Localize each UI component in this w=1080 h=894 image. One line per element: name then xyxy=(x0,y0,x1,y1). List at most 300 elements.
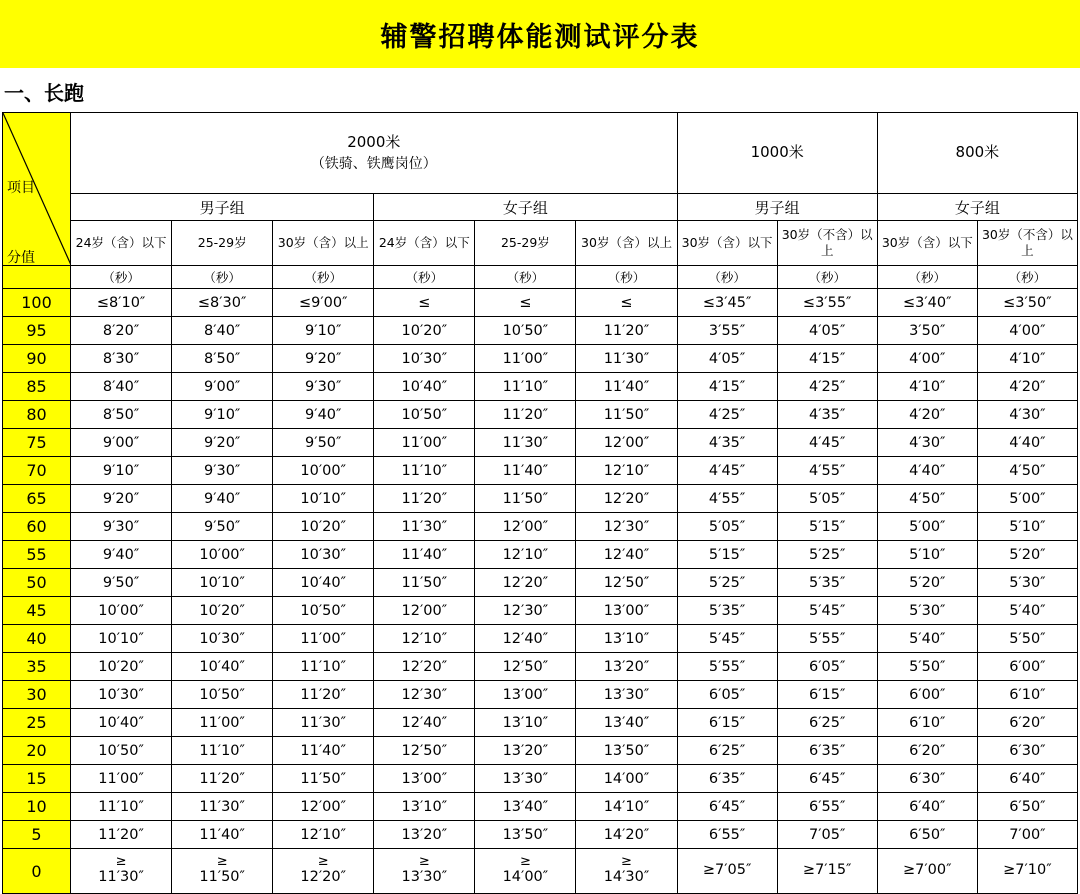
value-cell: 5′45″ xyxy=(777,597,877,625)
value-cell: 5′35″ xyxy=(777,569,877,597)
value-cell: 11′20″ xyxy=(71,821,172,849)
value-text: 12′20″ xyxy=(300,869,347,886)
table-row xyxy=(3,541,1078,569)
value-cell: 11′20″ xyxy=(475,401,576,429)
score-cell: 55 xyxy=(3,541,71,569)
header-distance-800: 800米 xyxy=(877,113,1077,194)
score-cell: 80 xyxy=(3,401,71,429)
value-cell: 6′05″ xyxy=(777,653,877,681)
value-cell: 11′30″ xyxy=(172,793,273,821)
value-cell: 5′55″ xyxy=(677,653,777,681)
distance-sub-2000: （铁骑、铁鹰岗位） xyxy=(310,155,437,172)
value-cell: 5′20″ xyxy=(977,541,1077,569)
value-cell: 8′30″ xyxy=(71,345,172,373)
value-cell: 6′45″ xyxy=(677,793,777,821)
value-cell: 5′30″ xyxy=(877,597,977,625)
value-cell: 11′20″ xyxy=(576,317,677,345)
value-cell: 6′10″ xyxy=(977,681,1077,709)
value-cell: 5′05″ xyxy=(777,485,877,513)
value-cell: 9′30″ xyxy=(273,373,374,401)
table-row-last xyxy=(3,849,1078,894)
table-row xyxy=(3,345,1078,373)
value-cell: 5′15″ xyxy=(777,513,877,541)
value-cell: 4′05″ xyxy=(777,317,877,345)
header-unit-4: （秒） xyxy=(475,266,576,289)
table-row xyxy=(3,289,1078,317)
value-cell: 10′50″ xyxy=(475,317,576,345)
score-cell: 5 xyxy=(3,821,71,849)
table-row xyxy=(3,513,1078,541)
value-cell: 11′40″ xyxy=(273,737,374,765)
value-text: 11′50″ xyxy=(199,869,245,886)
value-cell: ≤3′55″ xyxy=(777,289,877,317)
value-cell: 11′50″ xyxy=(374,569,475,597)
value-text: 14′30″ xyxy=(603,869,650,886)
ge-symbol: ≥ xyxy=(317,854,329,870)
header-age-4: 25-29岁 xyxy=(475,221,576,266)
value-cell: 12′30″ xyxy=(576,513,677,541)
table-row xyxy=(3,485,1078,513)
value-cell: 10′30″ xyxy=(374,345,475,373)
value-cell: 11′10″ xyxy=(475,373,576,401)
value-cell: 12′00″ xyxy=(475,513,576,541)
value-cell: 7′00″ xyxy=(977,821,1077,849)
score-cell: 65 xyxy=(3,485,71,513)
value-cell: 5′25″ xyxy=(777,541,877,569)
value-cell: 11′30″ xyxy=(374,513,475,541)
value-cell: 14′00″ xyxy=(576,765,677,793)
table-row xyxy=(3,793,1078,821)
value-cell: 9′10″ xyxy=(71,457,172,485)
value-cell: ≥7′15″ xyxy=(777,849,877,894)
value-cell: 6′35″ xyxy=(677,765,777,793)
value-cell: 4′25″ xyxy=(777,373,877,401)
value-cell: 12′20″ xyxy=(374,653,475,681)
value-cell: 11′00″ xyxy=(475,345,576,373)
value-cell: 6′45″ xyxy=(777,765,877,793)
value-cell-stacked xyxy=(576,849,677,894)
value-cell: 10′20″ xyxy=(273,513,374,541)
value-cell: 11′50″ xyxy=(273,765,374,793)
value-cell: 13′30″ xyxy=(576,681,677,709)
table-corner-header xyxy=(3,113,71,266)
value-cell: ≥7′00″ xyxy=(877,849,977,894)
value-cell: 5′10″ xyxy=(977,513,1077,541)
value-cell: ≤3′40″ xyxy=(877,289,977,317)
ge-symbol: ≥ xyxy=(216,854,228,870)
score-cell: 40 xyxy=(3,625,71,653)
value-cell: 6′50″ xyxy=(977,793,1077,821)
value-cell: 10′10″ xyxy=(273,485,374,513)
value-cell: 12′00″ xyxy=(374,597,475,625)
corner-spacer xyxy=(3,266,71,289)
header-unit-8: （秒） xyxy=(877,266,977,289)
value-cell: 4′00″ xyxy=(877,345,977,373)
value-cell: 13′10″ xyxy=(374,793,475,821)
value-cell: 12′00″ xyxy=(576,429,677,457)
value-cell: 4′15″ xyxy=(677,373,777,401)
value-cell: 6′05″ xyxy=(677,681,777,709)
value-cell: 12′40″ xyxy=(475,625,576,653)
value-cell: ≤ xyxy=(374,289,475,317)
value-cell: 10′50″ xyxy=(172,681,273,709)
value-cell: 10′20″ xyxy=(374,317,475,345)
value-cell: 4′05″ xyxy=(677,345,777,373)
value-cell: 10′40″ xyxy=(71,709,172,737)
value-cell: 5′40″ xyxy=(877,625,977,653)
header-unit-2: （秒） xyxy=(273,266,374,289)
value-cell: 13′50″ xyxy=(475,821,576,849)
value-cell: 4′30″ xyxy=(977,401,1077,429)
value-cell: 5′50″ xyxy=(877,653,977,681)
ge-symbol: ≥ xyxy=(418,854,430,870)
value-cell: 11′30″ xyxy=(576,345,677,373)
value-cell: 11′00″ xyxy=(172,709,273,737)
value-cell: 10′00″ xyxy=(172,541,273,569)
value-cell: 12′20″ xyxy=(475,569,576,597)
value-cell: 10′00″ xyxy=(273,457,374,485)
ge-symbol: ≥ xyxy=(115,854,127,870)
value-cell: ≤8′10″ xyxy=(71,289,172,317)
value-cell: 3′55″ xyxy=(677,317,777,345)
page-title: 辅警招聘体能测试评分表 xyxy=(380,21,700,53)
score-cell: 45 xyxy=(3,597,71,625)
value-cell: 8′20″ xyxy=(71,317,172,345)
value-cell: 4′55″ xyxy=(677,485,777,513)
value-cell: 5′00″ xyxy=(977,485,1077,513)
value-cell: 11′20″ xyxy=(172,765,273,793)
value-cell: 6′25″ xyxy=(677,737,777,765)
value-cell: 13′10″ xyxy=(475,709,576,737)
value-cell-stacked xyxy=(273,849,374,894)
header-gender-male-2000: 男子组 xyxy=(71,194,374,221)
value-cell: 12′40″ xyxy=(576,541,677,569)
value-cell: 13′30″ xyxy=(475,765,576,793)
value-cell: 9′40″ xyxy=(172,485,273,513)
value-cell: 6′00″ xyxy=(977,653,1077,681)
value-cell: 6′40″ xyxy=(977,765,1077,793)
value-cell: 9′20″ xyxy=(172,429,273,457)
value-cell: 12′30″ xyxy=(475,597,576,625)
value-cell: 7′05″ xyxy=(777,821,877,849)
value-cell: 4′15″ xyxy=(777,345,877,373)
value-cell: 11′20″ xyxy=(374,485,475,513)
corner-label-score: 分值 xyxy=(7,250,35,266)
value-cell: ≤3′50″ xyxy=(977,289,1077,317)
value-cell: 11′40″ xyxy=(576,373,677,401)
value-cell: 6′15″ xyxy=(777,681,877,709)
value-cell: 6′25″ xyxy=(777,709,877,737)
value-cell: 5′55″ xyxy=(777,625,877,653)
value-cell: 10′40″ xyxy=(172,653,273,681)
header-gender-male-1000: 男子组 xyxy=(677,194,877,221)
header-age-2: 30岁（含）以上 xyxy=(273,221,374,266)
value-cell: ≤9′00″ xyxy=(273,289,374,317)
header-gender-female-800: 女子组 xyxy=(877,194,1077,221)
header-unit-9: （秒） xyxy=(977,266,1077,289)
value-cell: 13′20″ xyxy=(475,737,576,765)
header-unit-6: （秒） xyxy=(677,266,777,289)
value-cell: 9′00″ xyxy=(172,373,273,401)
value-cell: 10′10″ xyxy=(172,569,273,597)
value-cell: 9′50″ xyxy=(273,429,374,457)
value-cell: 11′00″ xyxy=(374,429,475,457)
value-cell: 9′30″ xyxy=(71,513,172,541)
value-cell: 5′15″ xyxy=(677,541,777,569)
value-cell: 10′30″ xyxy=(273,541,374,569)
value-cell: 10′50″ xyxy=(273,597,374,625)
header-age-5: 30岁（含）以上 xyxy=(576,221,677,266)
header-age-8: 30岁（含）以下 xyxy=(877,221,977,266)
value-cell: 10′20″ xyxy=(71,653,172,681)
value-cell: ≥7′10″ xyxy=(977,849,1077,894)
value-cell: 8′50″ xyxy=(172,345,273,373)
value-cell: 6′40″ xyxy=(877,793,977,821)
value-cell: 13′40″ xyxy=(576,709,677,737)
value-cell: 6′55″ xyxy=(677,821,777,849)
value-cell: 9′50″ xyxy=(172,513,273,541)
value-cell-stacked xyxy=(71,849,172,894)
value-cell: 10′10″ xyxy=(71,625,172,653)
value-cell: 12′10″ xyxy=(374,625,475,653)
value-cell: 4′25″ xyxy=(677,401,777,429)
ge-symbol: ≥ xyxy=(519,854,531,870)
value-cell: 8′40″ xyxy=(71,373,172,401)
value-cell: 12′20″ xyxy=(576,485,677,513)
header-age-9: 30岁（不含）以上 xyxy=(977,221,1077,266)
score-table xyxy=(2,112,1078,894)
value-cell: 11′30″ xyxy=(273,709,374,737)
value-cell: 4′50″ xyxy=(877,485,977,513)
value-cell: 12′10″ xyxy=(273,821,374,849)
value-cell: 5′45″ xyxy=(677,625,777,653)
value-cell: 6′20″ xyxy=(977,709,1077,737)
value-text: 11′30″ xyxy=(98,869,144,886)
score-cell: 10 xyxy=(3,793,71,821)
value-cell: 14′20″ xyxy=(576,821,677,849)
value-cell: 8′40″ xyxy=(172,317,273,345)
score-cell: 75 xyxy=(3,429,71,457)
score-cell: 50 xyxy=(3,569,71,597)
table-row xyxy=(3,821,1078,849)
value-cell: 11′50″ xyxy=(475,485,576,513)
value-cell: 6′55″ xyxy=(777,793,877,821)
header-age-0: 24岁（含）以下 xyxy=(71,221,172,266)
table-row xyxy=(3,737,1078,765)
value-cell: 9′10″ xyxy=(172,401,273,429)
table-row xyxy=(3,373,1078,401)
value-cell: 6′50″ xyxy=(877,821,977,849)
table-row xyxy=(3,681,1078,709)
section-label: 一、长跑 xyxy=(4,81,84,105)
value-cell: 12′00″ xyxy=(273,793,374,821)
value-text: 14′00″ xyxy=(502,869,549,886)
value-cell: 13′50″ xyxy=(576,737,677,765)
value-cell: 4′55″ xyxy=(777,457,877,485)
value-cell: 12′50″ xyxy=(475,653,576,681)
distance-name-2000: 2000米 xyxy=(347,132,401,151)
value-cell: 11′20″ xyxy=(273,681,374,709)
score-cell: 95 xyxy=(3,317,71,345)
value-cell: 5′10″ xyxy=(877,541,977,569)
value-cell: 10′50″ xyxy=(374,401,475,429)
value-cell: ≥7′05″ xyxy=(677,849,777,894)
value-cell: ≤ xyxy=(576,289,677,317)
value-cell: 5′40″ xyxy=(977,597,1077,625)
value-cell: 9′50″ xyxy=(71,569,172,597)
value-cell: 5′35″ xyxy=(677,597,777,625)
value-cell: 14′10″ xyxy=(576,793,677,821)
value-cell: 10′50″ xyxy=(71,737,172,765)
value-cell: 5′25″ xyxy=(677,569,777,597)
score-cell: 35 xyxy=(3,653,71,681)
value-cell: 11′10″ xyxy=(273,653,374,681)
value-cell: 10′40″ xyxy=(273,569,374,597)
value-cell: 13′00″ xyxy=(576,597,677,625)
value-cell: 4′30″ xyxy=(877,429,977,457)
value-cell: 4′45″ xyxy=(677,457,777,485)
score-cell: 90 xyxy=(3,345,71,373)
header-unit-3: （秒） xyxy=(374,266,475,289)
value-cell: 12′50″ xyxy=(576,569,677,597)
score-cell: 15 xyxy=(3,765,71,793)
value-cell: 5′30″ xyxy=(977,569,1077,597)
value-cell: 5′20″ xyxy=(877,569,977,597)
score-cell: 100 xyxy=(3,289,71,317)
value-cell: 13′20″ xyxy=(576,653,677,681)
score-cell: 85 xyxy=(3,373,71,401)
value-cell: 11′10″ xyxy=(172,737,273,765)
table-row xyxy=(3,429,1078,457)
value-cell: 4′35″ xyxy=(777,401,877,429)
value-cell: 10′40″ xyxy=(374,373,475,401)
value-cell: 10′00″ xyxy=(71,597,172,625)
table-row xyxy=(3,457,1078,485)
header-age-1: 25-29岁 xyxy=(172,221,273,266)
ge-symbol: ≥ xyxy=(621,854,632,870)
value-cell: 13′10″ xyxy=(576,625,677,653)
value-cell: ≤8′30″ xyxy=(172,289,273,317)
value-cell: 11′10″ xyxy=(71,793,172,821)
value-cell: 11′40″ xyxy=(172,821,273,849)
value-cell: ≤3′45″ xyxy=(677,289,777,317)
value-cell: 6′10″ xyxy=(877,709,977,737)
header-age-3: 24岁（含）以下 xyxy=(374,221,475,266)
value-cell: 10′20″ xyxy=(172,597,273,625)
value-cell: 11′00″ xyxy=(71,765,172,793)
value-cell: 10′30″ xyxy=(71,681,172,709)
table-row xyxy=(3,653,1078,681)
value-cell: 11′10″ xyxy=(374,457,475,485)
table-row xyxy=(3,597,1078,625)
value-cell: 4′10″ xyxy=(977,345,1077,373)
title-bar xyxy=(0,0,1080,68)
score-cell: 20 xyxy=(3,737,71,765)
value-cell: 13′00″ xyxy=(374,765,475,793)
value-cell-stacked xyxy=(172,849,273,894)
header-unit-7: （秒） xyxy=(777,266,877,289)
value-cell: 9′40″ xyxy=(273,401,374,429)
header-unit-1: （秒） xyxy=(172,266,273,289)
table-row xyxy=(3,625,1078,653)
value-cell: 9′20″ xyxy=(71,485,172,513)
header-age-6: 30岁（含）以下 xyxy=(677,221,777,266)
value-cell: 6′30″ xyxy=(877,765,977,793)
table-row xyxy=(3,765,1078,793)
value-cell: 13′00″ xyxy=(475,681,576,709)
value-cell: 11′50″ xyxy=(576,401,677,429)
value-cell: 10′30″ xyxy=(172,625,273,653)
score-cell: 60 xyxy=(3,513,71,541)
value-cell: 11′40″ xyxy=(475,457,576,485)
value-cell: 4′40″ xyxy=(977,429,1077,457)
value-cell: 11′40″ xyxy=(374,541,475,569)
value-cell: 13′20″ xyxy=(374,821,475,849)
value-cell: 8′50″ xyxy=(71,401,172,429)
value-cell: 9′00″ xyxy=(71,429,172,457)
header-unit-0: （秒） xyxy=(71,266,172,289)
value-cell: 4′00″ xyxy=(977,317,1077,345)
header-distance-2000 xyxy=(71,113,678,194)
value-cell: 9′10″ xyxy=(273,317,374,345)
header-distance-1000: 1000米 xyxy=(677,113,877,194)
score-cell: 0 xyxy=(3,849,71,894)
value-cell: 9′30″ xyxy=(172,457,273,485)
value-cell: 4′35″ xyxy=(677,429,777,457)
value-cell: 12′10″ xyxy=(475,541,576,569)
value-cell-stacked xyxy=(475,849,576,894)
value-text: 13′30″ xyxy=(401,869,448,886)
value-cell: 4′45″ xyxy=(777,429,877,457)
value-cell: 3′50″ xyxy=(877,317,977,345)
value-cell: 11′30″ xyxy=(475,429,576,457)
value-cell: 6′30″ xyxy=(977,737,1077,765)
value-cell-stacked xyxy=(374,849,475,894)
value-cell: 11′00″ xyxy=(273,625,374,653)
value-cell: 5′00″ xyxy=(877,513,977,541)
value-cell: 4′40″ xyxy=(877,457,977,485)
value-cell: 5′50″ xyxy=(977,625,1077,653)
value-cell: 4′10″ xyxy=(877,373,977,401)
value-cell: 6′20″ xyxy=(877,737,977,765)
header-gender-female-2000: 女子组 xyxy=(374,194,677,221)
value-cell: 6′35″ xyxy=(777,737,877,765)
value-cell: 12′50″ xyxy=(374,737,475,765)
table-row xyxy=(3,709,1078,737)
corner-label-item: 项目 xyxy=(7,180,35,196)
table-row xyxy=(3,317,1078,345)
header-unit-5: （秒） xyxy=(576,266,677,289)
value-cell: 12′40″ xyxy=(374,709,475,737)
value-cell: 4′50″ xyxy=(977,457,1077,485)
value-cell: 9′20″ xyxy=(273,345,374,373)
value-cell: 12′30″ xyxy=(374,681,475,709)
value-cell: ≤ xyxy=(475,289,576,317)
value-cell: 13′40″ xyxy=(475,793,576,821)
value-cell: 9′40″ xyxy=(71,541,172,569)
value-cell: 6′15″ xyxy=(677,709,777,737)
value-cell: 5′05″ xyxy=(677,513,777,541)
value-cell: 6′00″ xyxy=(877,681,977,709)
value-cell: 12′10″ xyxy=(576,457,677,485)
table-row xyxy=(3,401,1078,429)
score-cell: 30 xyxy=(3,681,71,709)
value-cell: 4′20″ xyxy=(977,373,1077,401)
header-age-7: 30岁（不含）以上 xyxy=(777,221,877,266)
table-row xyxy=(3,569,1078,597)
value-cell: 4′20″ xyxy=(877,401,977,429)
score-cell: 70 xyxy=(3,457,71,485)
